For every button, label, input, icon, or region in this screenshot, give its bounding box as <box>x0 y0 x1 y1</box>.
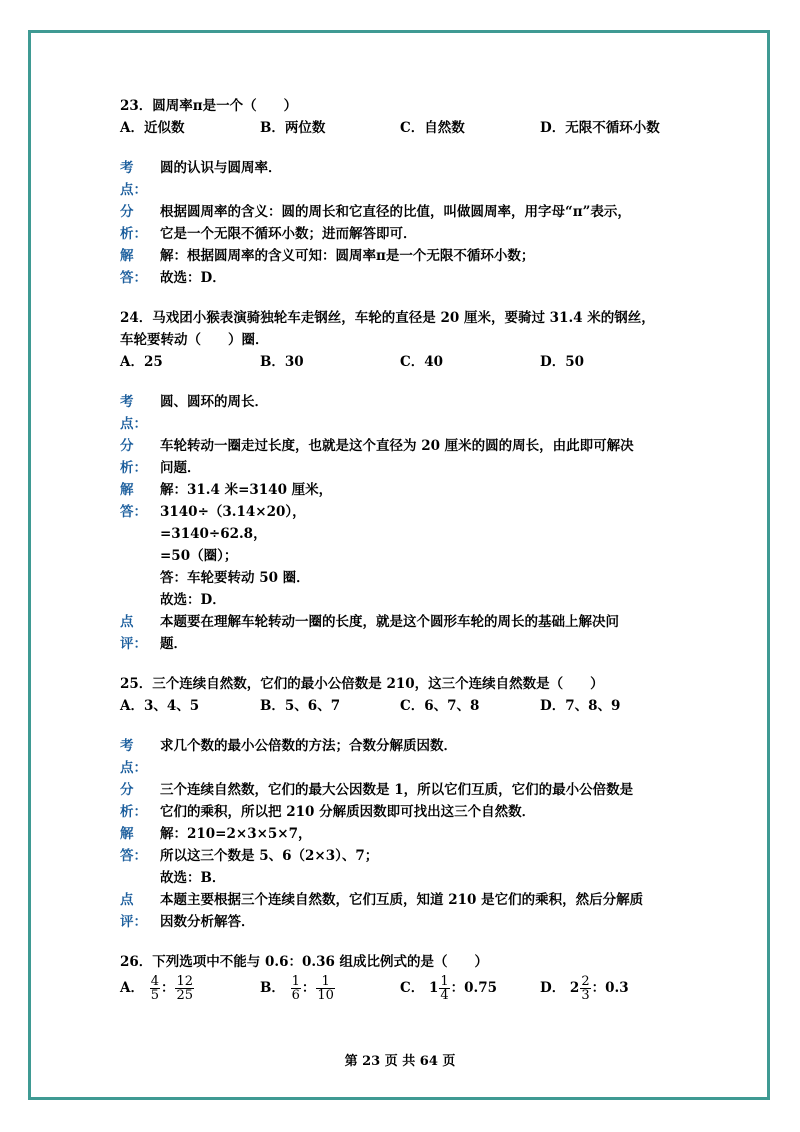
ratio-sep: ： <box>301 980 316 996</box>
option-letter: D． <box>540 980 566 996</box>
kaodian-text: 求几个数的最小公倍数的方法；合数分解质因数． <box>160 738 457 754</box>
question-25-options <box>120 695 680 717</box>
label-xi: 析： <box>120 460 147 476</box>
label-da: 答： <box>120 504 147 520</box>
label-ping: 评： <box>120 636 147 652</box>
label-kao: 考 <box>120 394 134 410</box>
label-jie: 解 <box>120 482 134 498</box>
question-23-options <box>120 117 680 139</box>
kaodian-text: 圆、圆环的周长． <box>160 394 268 410</box>
jieda-line: =50（圈）； <box>160 548 238 564</box>
label-jie: 解 <box>120 826 134 842</box>
jieda-line: 解：31.4 米=3140 厘米， <box>160 482 333 498</box>
label-ping: 评： <box>120 914 147 930</box>
fraction: $\frac{1}{6}$ <box>291 974 300 1003</box>
fenxi-line: 根据圆周率的含义：圆的周长和它直径的比值，叫做圆周率，用字母“π”表示， <box>160 204 631 220</box>
label-dianping: 点 <box>120 614 134 630</box>
mixed-whole: 1 <box>428 980 439 996</box>
fenxi-line: 它是一个无限不循环小数；进而解答即可． <box>160 226 417 242</box>
jieda-line: 故选：D． <box>160 592 226 608</box>
option-c: C．自然数 <box>400 120 465 136</box>
label-fen: 分 <box>120 204 134 220</box>
page-number: 第 23 页 共 64 页 <box>344 1054 456 1069</box>
jieda-line: 答：车轮要转动 50 圈． <box>160 570 310 586</box>
fenxi-line: 三个连续自然数，它们的最大公因数是 1，所以它们互质，它们的最小公倍数是 <box>160 782 634 798</box>
option-c: C．6、7、8 <box>400 698 480 714</box>
question-23 <box>120 95 680 139</box>
option-letter: C． <box>400 980 425 996</box>
fenxi-line: 问题． <box>160 460 201 476</box>
fenxi-line: 它们的乘积，所以把 210 分解质因数即可找出这三个自然数． <box>160 804 536 820</box>
jieda-line: 解：210=2×3×5×7， <box>160 826 312 842</box>
jieda-line: 故选：D． <box>160 270 226 286</box>
option-c: C．40 <box>400 354 444 370</box>
question-24-stem-cont: 车轮要转动（ ）圈． <box>120 332 269 348</box>
label-kao: 考 <box>120 160 134 176</box>
option-a <box>120 975 195 1002</box>
label-fen: 分 <box>120 782 134 798</box>
dianping-line: 题． <box>160 636 187 652</box>
option-a: A．近似数 <box>120 120 185 136</box>
question-24 <box>120 307 680 373</box>
ratio-rest: ：0.75 <box>450 980 498 996</box>
label-da: 答： <box>120 270 147 286</box>
label-da: 答： <box>120 848 147 864</box>
fraction: $\frac{4}{5}$ <box>150 974 159 1003</box>
option-d: D．50 <box>540 354 584 370</box>
mixed-whole: 2 <box>569 980 580 996</box>
dianping-line: 本题要在理解车轮转动一圈的长度，就是这个圆形车轮的周长的基础上解决问 <box>160 614 619 630</box>
label-jie: 解 <box>120 248 134 264</box>
jieda-line: 3140÷（3.14×20）， <box>160 504 306 520</box>
label-dian: 点： <box>120 182 147 198</box>
answer-25 <box>120 735 680 933</box>
fraction: $\frac{12}{25}$ <box>176 974 194 1003</box>
answer-24 <box>120 391 680 655</box>
jieda-line: 故选：B． <box>160 870 226 886</box>
question-25-stem: 25．三个连续自然数，它们的最小公倍数是 210，这三个连续自然数是（ ） <box>120 676 604 692</box>
question-23-stem: 23．圆周率π是一个（ ） <box>120 98 298 114</box>
label-kao: 考 <box>120 738 134 754</box>
fenxi-line: 车轮转动一圈走过长度，也就是这个直径为 20 厘米的圆的周长，由此即可解决 <box>160 438 634 454</box>
kaodian-text: 圆的认识与圆周率． <box>160 160 282 176</box>
option-a: A．25 <box>120 354 163 370</box>
option-b <box>260 975 336 1002</box>
question-26 <box>120 951 680 1017</box>
option-a: A．3、4、5 <box>120 698 200 714</box>
label-dianping: 点 <box>120 892 134 908</box>
jieda-line: 所以这三个数是 5、6（2×3）、7； <box>160 848 379 864</box>
option-d: D．无限不循环小数 <box>540 120 660 136</box>
label-fen: 分 <box>120 438 134 454</box>
page-content <box>120 95 680 1017</box>
option-d: D．7、8、9 <box>540 698 621 714</box>
fraction: $\frac{1}{10}$ <box>317 974 334 1003</box>
dianping-line: 因数分析解答． <box>160 914 255 930</box>
option-c <box>400 975 497 1002</box>
option-b: B．两位数 <box>260 120 326 136</box>
question-25 <box>120 673 680 717</box>
label-dian: 点： <box>120 760 147 776</box>
question-24-options <box>120 351 680 373</box>
jieda-line: =3140÷62.8， <box>160 526 267 542</box>
question-26-options <box>120 973 680 1017</box>
answer-23 <box>120 157 680 289</box>
ratio-sep: ： <box>160 980 175 996</box>
option-letter: A． <box>120 980 144 996</box>
jieda-line: 解：根据圆周率的含义可知：圆周率π是一个无限不循环小数； <box>160 248 535 264</box>
label-xi: 析： <box>120 804 147 820</box>
question-24-stem: 24．马戏团小猴表演骑独轮车走钢丝，车轮的直径是 20 厘米，要骑过 31.4 米的钢丝， <box>120 310 655 326</box>
fraction: $\frac{1}{4}$ <box>440 974 449 1003</box>
option-letter: B． <box>260 980 285 996</box>
question-26-stem: 26．下列选项中不能与 0.6：0.36 组成比例式的是（ ） <box>120 954 489 970</box>
option-b: B．30 <box>260 354 304 370</box>
ratio-rest: ：0.3 <box>591 980 629 996</box>
label-xi: 析： <box>120 226 147 242</box>
option-d <box>540 975 629 1002</box>
option-b: B．5、6、7 <box>260 698 341 714</box>
fraction: $\frac{2}{3}$ <box>581 974 590 1003</box>
dianping-line: 本题主要根据三个连续自然数，它们互质，知道 210 是它们的乘积，然后分解质 <box>160 892 644 908</box>
label-dian: 点： <box>120 416 147 432</box>
